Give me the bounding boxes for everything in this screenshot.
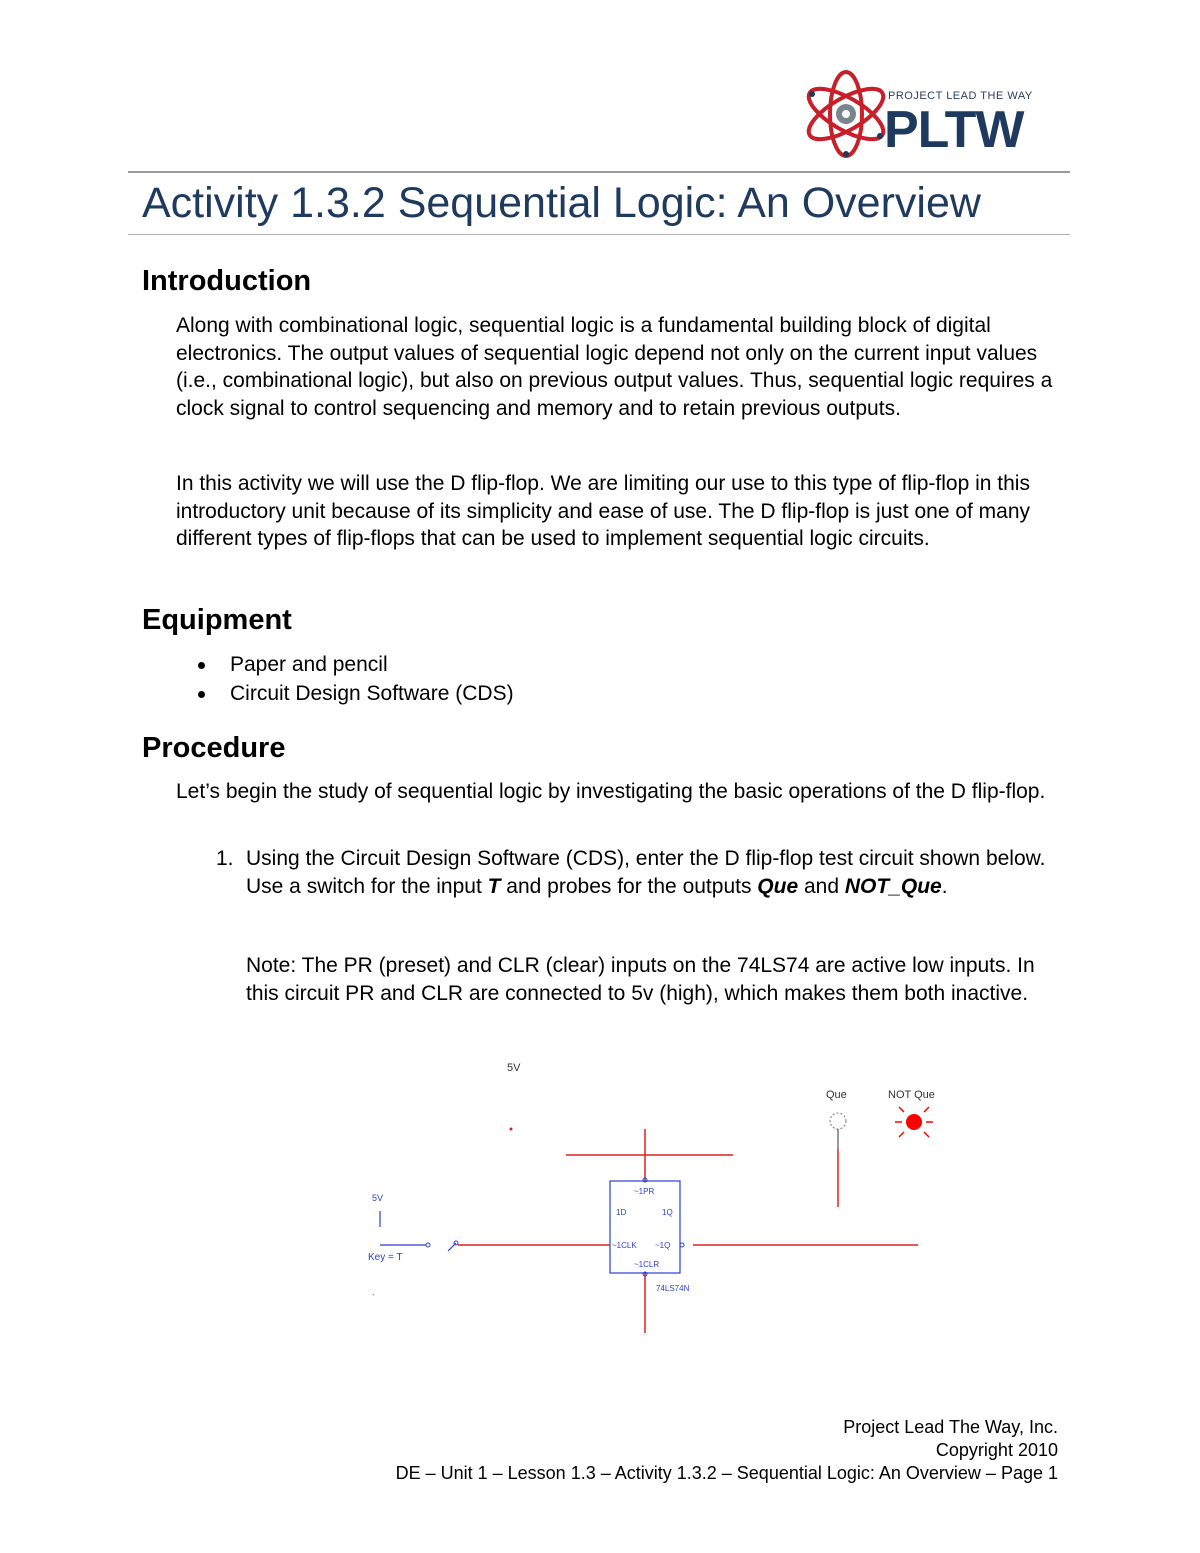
- step-1-text: Using the Circuit Design Software (CDS), enter the D flip-flop test circuit shown below. Use a switch for the input T and probes for the outputs Que and NOT_Que.: [246, 847, 1046, 898]
- title-rule-bottom: [128, 234, 1070, 235]
- logo-tagline: PROJECT LEAD THE WAY: [888, 90, 1033, 102]
- chip-part-number: 74LS74N: [656, 1284, 690, 1293]
- label-que: Que: [826, 1089, 847, 1101]
- circuit-wires: [458, 1129, 918, 1333]
- chip-pin-pr: ~1PR: [634, 1187, 655, 1196]
- chip-pin-clk: ~1CLK: [612, 1241, 637, 1250]
- footer-page-info: DE – Unit 1 – Lesson 1.3 – Activity 1.3.2 – Sequential Logic: An Overview – Page 1: [395, 1463, 1058, 1483]
- chip-pin-1q: 1Q: [662, 1208, 673, 1217]
- label-5v-top: 5V: [507, 1062, 521, 1074]
- step-1-note: Note: The PR (preset) and CLR (clear) inputs on the 74LS74 are active low inputs. In this circuit PR and CLR are connected to 5v (high), which makes them both inactive.: [246, 954, 1035, 1005]
- chip-pin-clr: ~1CLR: [634, 1260, 660, 1269]
- introduction-paragraph-2: In this activity we will use the D flip-flop. We are limiting our use to this type of flip-flop in this introductory unit because of its simplicity and ease of use. The D flip-flop is just one of many different types of flip-flops that can be used to implement sequential logic circuits.: [176, 472, 1031, 550]
- label-key: Key = T: [368, 1252, 403, 1263]
- title-rule-top: [128, 171, 1070, 173]
- chip-pin-1d: 1D: [616, 1208, 627, 1217]
- procedure-heading: Procedure: [142, 732, 286, 764]
- label-5v-left: 5V: [372, 1193, 384, 1203]
- d-flip-flop-circuit: [350, 1055, 970, 1345]
- chip-pin-nq: ~1Q: [655, 1241, 671, 1250]
- introduction-heading: Introduction: [142, 265, 312, 297]
- footer-copyright: Copyright 2010: [935, 1440, 1058, 1460]
- junction-dot: [510, 1128, 513, 1131]
- que-probe-off[interactable]: [830, 1113, 846, 1129]
- list-item: Circuit Design Software (CDS): [198, 679, 514, 708]
- flip-flop-74ls74[interactable]: [610, 1178, 690, 1293]
- list-item: Paper and pencil: [198, 650, 514, 679]
- introduction-paragraph-1: Along with combinational logic, sequential logic is a fundamental building block of digital electronics. The output values of sequential logic depend not only on the current input values (i.e., combinational logic), but also on previous output values. Thus, sequential logic requires a clock signal to control sequencing and memory and to retain previous outputs.: [176, 314, 1053, 420]
- not-que-probe-on[interactable]: [895, 1107, 933, 1137]
- footer-organization: Project Lead The Way, Inc.: [843, 1417, 1058, 1437]
- equipment-list: [198, 650, 514, 708]
- step-number: 1.: [216, 847, 234, 870]
- label-not-que: NOT Que: [888, 1089, 935, 1101]
- equipment-heading: Equipment: [142, 604, 292, 636]
- key-switch[interactable]: [368, 1193, 458, 1303]
- procedure-intro: Let’s begin the study of sequential logic by investigating the basic operations of the D flip-flop.: [176, 780, 1046, 803]
- svg-text:`: `: [372, 1293, 375, 1303]
- logo-wordmark: PLTW: [884, 101, 1024, 159]
- page-title: Activity 1.3.2 Sequential Logic: An Overview: [142, 179, 981, 227]
